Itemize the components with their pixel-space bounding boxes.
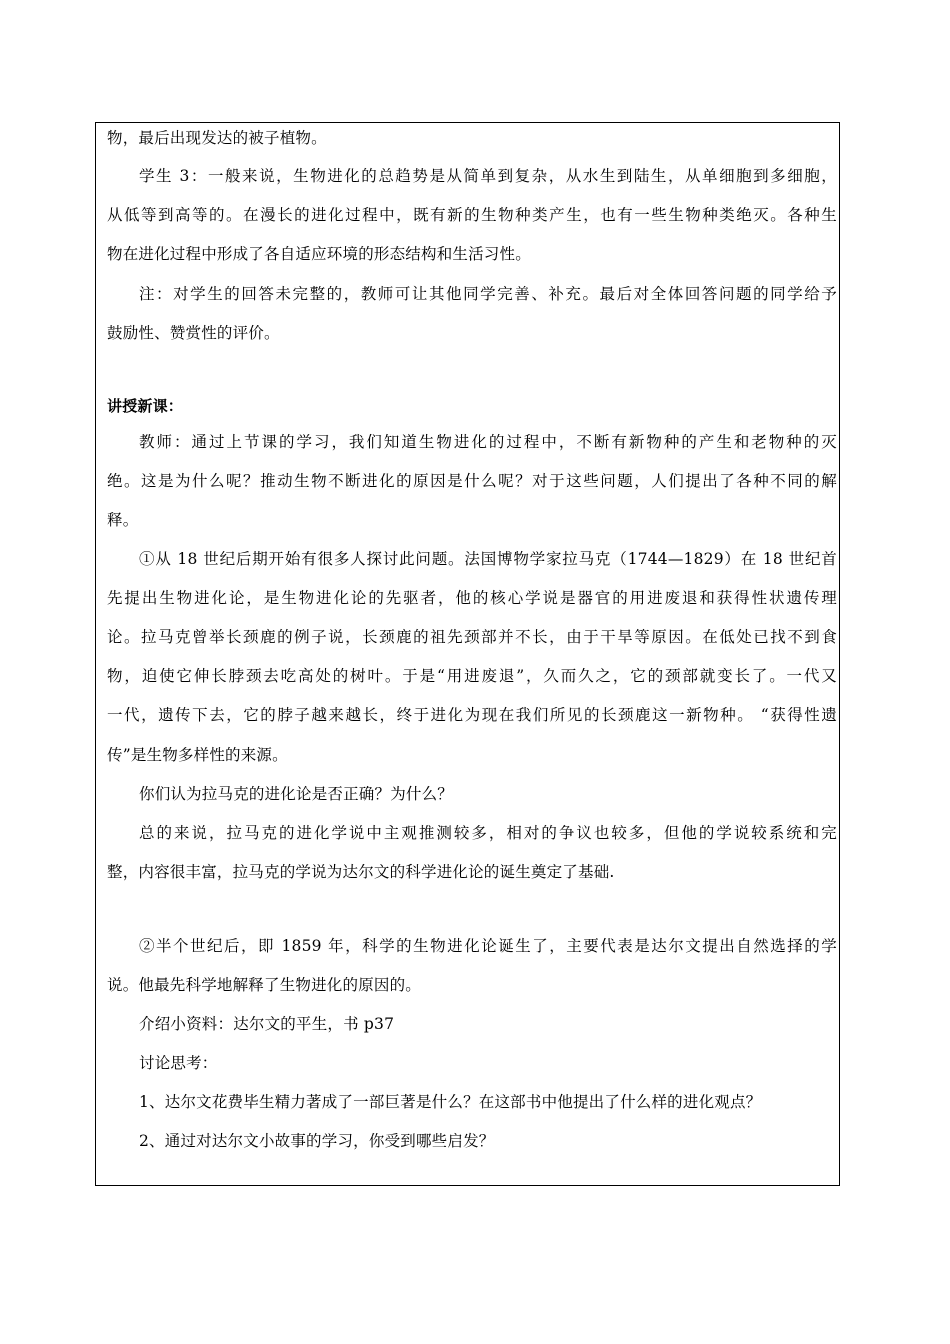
- section-heading: 讲授新课：: [107, 397, 184, 415]
- text-line: 传”是生物多样性的来源。: [107, 746, 288, 764]
- text-line: 先提出生物进化论，是生物进化论的先驱者，他的核心学说是器官的用进废退和获得性状遗传理: [107, 589, 837, 607]
- text-line: 一代，遗传下去，它的脖子越来越长，终于进化为现在我们所见的长颈鹿这一新物种。 “获得性遗: [107, 706, 837, 724]
- text-line: 绝。这是为什么呢？推动生物不断进化的原因是什么呢？对于这些问题，人们提出了各种不同的解: [107, 472, 837, 490]
- text-line: 从低等到高等的。在漫长的进化过程中，既有新的生物种类产生，也有一些生物种类绝灭。各种生: [107, 206, 837, 224]
- text-line: 鼓励性、赞赏性的评价。: [107, 324, 280, 342]
- text-line: 学生 3：一般来说，生物进化的总趋势是从简单到复杂，从水生到陆生，从单细胞到多细胞，: [139, 167, 837, 185]
- text-line: 你们认为拉马克的进化论是否正确？为什么？: [139, 785, 454, 803]
- text-line: 物，最后出现发达的被子植物。: [107, 129, 327, 147]
- text-line: ①从 18 世纪后期开始有很多人探讨此问题。法国博物学家拉马克（1744—1829）在 18 世纪首: [139, 550, 837, 568]
- text-line: 释。: [107, 511, 139, 529]
- text-line: 说。他最先科学地解释了生物进化的原因的。: [107, 976, 422, 994]
- text-line: 介绍小资料：达尔文的平生，书 p37: [139, 1015, 395, 1033]
- text-line: 注：对学生的回答未完整的，教师可让其他同学完善、补充。最后对全体回答问题的同学给予: [139, 285, 837, 303]
- text-line: 讨论思考：: [139, 1054, 218, 1072]
- text-line: ②半个世纪后，即 1859 年，科学的生物进化论诞生了，主要代表是达尔文提出自然选择的学: [139, 937, 837, 955]
- text-line: 教师：通过上节课的学习，我们知道生物进化的过程中，不断有新物种的产生和老物种的灭: [139, 433, 837, 451]
- list-item: 2、通过对达尔文小故事的学习，你受到哪些启发？: [139, 1132, 495, 1150]
- text-line: 整，内容很丰富，拉马克的学说为达尔文的科学进化论的诞生奠定了基础.: [107, 863, 615, 881]
- text-line: 论。拉马克曾举长颈鹿的例子说，长颈鹿的祖先颈部并不长，由于干旱等原因。在低处已找不到食: [107, 628, 837, 646]
- list-item: 1、达尔文花费毕生精力著成了一部巨著是什么？在这部书中他提出了什么样的进化观点？: [139, 1093, 762, 1111]
- text-line: 物在进化过程中形成了各自适应环境的形态结构和生活习性。: [107, 245, 531, 263]
- text-line: 物，迫使它伸长脖颈去吃高处的树叶。于是“用进废退”，久而久之，它的颈部就变长了。一代又: [107, 667, 837, 685]
- text-line: 总的来说，拉马克的进化学说中主观推测较多，相对的争议也较多，但他的学说较系统和完: [139, 824, 837, 842]
